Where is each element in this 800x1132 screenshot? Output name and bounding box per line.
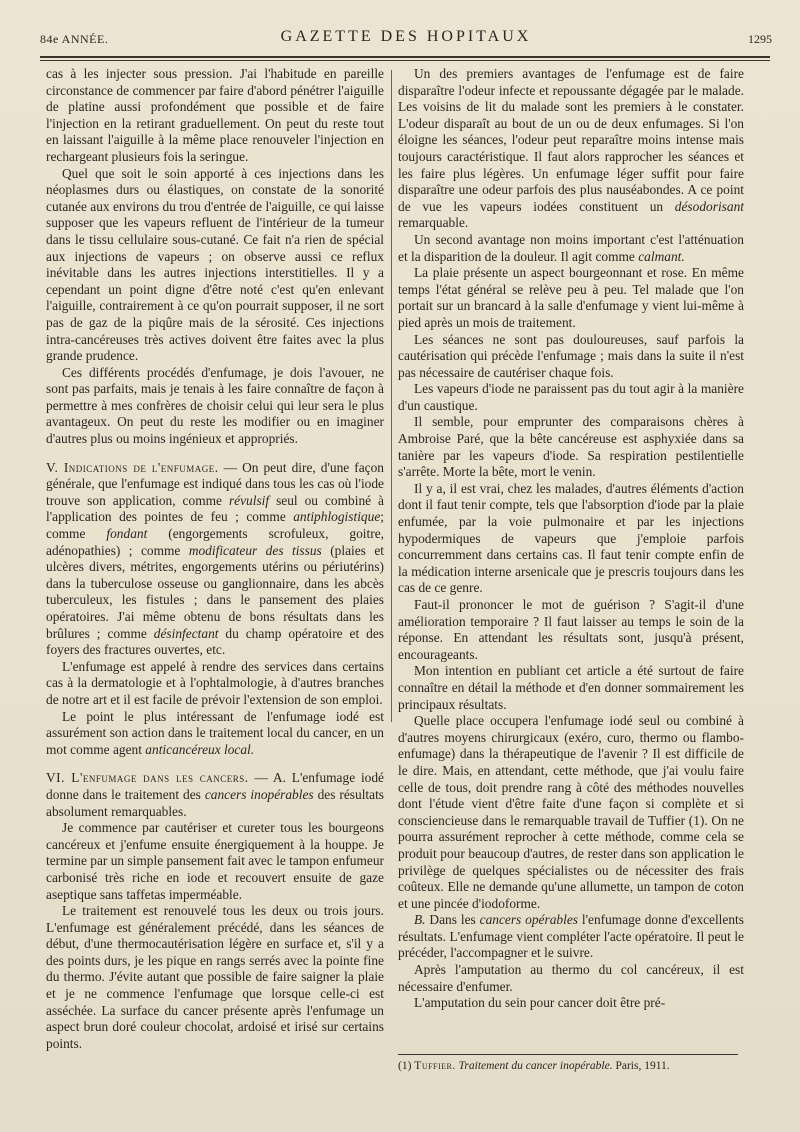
section-v: V. Indications de l'enfumage. — On peut dire, d'une façon générale, que l'enfumage est indiqué dans tous les cas où l'iode trouve son application, comme révulsif seul ou combiné à l'application des pointes de feu ; comme antiphlogistique; comme fondant (engorgements scrofuleux, goitre, adénopathies) ; comme modificateur des tissus (plaies et ulcères divers, métrites, engorgements utérins ou périutérins) dans la tuberculose osseuse ou ganglionnaire, dans les abcès tuberculeux, les fistules ; dans le pansement des plaies opératoires. J'ai même obtenu de bons résultats dans les brûlures ; comme désinfectant du champ opératoire et des foyers des fractures ouvertes, etc. bbox=[46, 459, 384, 658]
paragraph: Faut-il prononcer le mot de guérison ? S'agit-il d'une amélioration temporaire ? Il faut laisser au temps le soin de la réponse. En attendant les résultats sont, jusqu'à présent, encourageants. bbox=[398, 597, 744, 662]
paragraph: Ces différents procédés d'enfumage, je dois l'avouer, ne sont pas parfaits, mais je tenais à les faire connaître de façon à permettre à mes confrères de choisir celui qui leur sera le plus avantageux. On peut du reste les modifier ou en imaginer d'autres plus ou moins ingénieux et appropriés. bbox=[46, 364, 384, 447]
right-column bbox=[398, 66, 744, 1012]
column-divider bbox=[391, 70, 392, 722]
page-number: 1295 bbox=[748, 32, 772, 46]
section-heading: V. Indications de l'enfumage. bbox=[46, 459, 219, 475]
footnote: (1) Tuffier. Traitement du cancer inopérable. Paris, 1911. bbox=[398, 1060, 670, 1072]
paragraph: Les séances ne sont pas douloureuses, sauf parfois la cautérisation qui précède l'enfumage ; mais dans la suite il n'est pas nécessaire de cautériser chaque fois. bbox=[398, 331, 744, 380]
paragraph: Le traitement est renouvelé tous les deux ou trois jours. L'enfumage est généralement précédé, dans les séances de début, d'une thermocautérisation légère en surface et, s'il y a des points durs, je les pique en rangs serrés avec la pointe fine du thermo. J'évite autant que possible de faire saigner la plaie et je ne commence l'enfumage que lorsque celle-ci est asséchée. La surface du cancer présente après l'enfumage un aspect brun doré couleur chocolat, ardoisé et irisé sur certains points. bbox=[46, 903, 384, 1051]
paragraph: Les vapeurs d'iode ne paraissent pas du tout agir à la manière d'un caustique. bbox=[398, 381, 744, 413]
header-rule-thin bbox=[40, 60, 770, 61]
paragraph: La plaie présente un aspect bourgeonnant et rose. En même temps l'état général se relève peu à peu. Tel malade que l'on portait sur un brancard à la salle d'enfumage y vient lui-même à pied après un mois de traitement. bbox=[398, 265, 744, 330]
paragraph: Je commence par cautériser et cureter tous les bourgeons cancéreux et j'enfume ensuite énergiquement à la houppe. Je termine par un simple pansement fait avec le tampon enfumeur carbonisé très riche en iode et recouvert ensuite de gaze aseptique sans taffetas imperméable. bbox=[46, 820, 384, 902]
left-column bbox=[46, 66, 384, 1052]
paragraph: Il y a, il est vrai, chez les malades, d'autres éléments d'action dont il faut tenir compte, tels que l'absorption d'iode par la plaie enfumée, par la voie pulmonaire et par les injections hypodermiques de vapeurs que j'emploie parfois concurremment dans certains cas. Il faut tenir compte enfin de la médication interne arsenicale que je prescris toujours dans les cas de ce genre. bbox=[398, 480, 744, 596]
paragraph: Quelle place occupera l'enfumage iodé seul ou combiné à d'autres moyens chirurgicaux (exéro, curo, thermo ou flambo-enfumage) dans la thérapeutique de l'avenir ? Il est difficile de le dire. Mais, en attendant, cette méthode, que j'ai voulu faire celle de tous, doit prendre rang à côté des méthodes nouvelles dont l'étude vient d'être faite d'une façon si complète et si consciencieuse dans le remarquable travail de Tuffier (1). On ne pourra assurément reprocher à cette méthode, comme cela se produit pour beaucoup d'autres, de rester dans son application le privilège de quelques spécialistes ou de nécessiter des frais coûteux. Elle ne demande qu'une allumette, un tampon de coton et une pincée d'iodoforme. bbox=[398, 713, 744, 911]
paragraph: Le point le plus intéressant de l'enfumage iodé est assurément son action dans le traitement local du cancer, en un mot comme agent anticancéreux local. bbox=[46, 708, 384, 757]
volume-year: 84e ANNÉE. bbox=[40, 32, 109, 46]
running-header bbox=[40, 28, 772, 50]
paragraph: L'amputation du sein pour cancer doit être pré- bbox=[414, 995, 666, 1011]
paragraph: Un des premiers avantages de l'enfumage est de faire disparaître l'odeur infecte et repoussante dégagée par le malade. Les voisins de lit du malade sont les premiers à le constater. L'odeur disparaît au bout de un ou de deux enfumages. Si l'on éloigne les séances, l'odeur peut reparaître moins intense mais toujours caractéristique. Il faut alors rapprocher les séances et les faire plus légères. Un enfumage léger suffit pour faire disparaître une odeur parfois des plus nauséabondes. A ce point de vue les vapeurs iodées constituent un désodorisant remarquable. bbox=[398, 66, 744, 231]
footnote-rule bbox=[398, 1054, 738, 1055]
journal-title: GAZETTE DES HOPITAUX bbox=[280, 28, 532, 45]
paragraph: B. Dans les cancers opérables l'enfumage donne d'excellents résultats. L'enfumage vient compléter l'acte opératoire. Il peut le précéder, l'accompagner et le suivre. bbox=[398, 912, 744, 961]
header-rule bbox=[40, 56, 770, 58]
paragraph: Mon intention en publiant cet article a été surtout de faire connaître en détail la méthode et d'en donner sommairement les principaux résultats. bbox=[398, 663, 744, 712]
paragraph: Il semble, pour emprunter des comparaisons chères à Ambroise Paré, que la bête cancéreuse est asphyxiée dans sa tanière par les vapeurs d'iode. Sa respiration pestilentielle s'arrête. Morte la bête, mort le venin. bbox=[398, 414, 744, 480]
paragraph: Un second avantage non moins important c'est l'atténuation et la disparition de la douleur. Il agit comme calmant. bbox=[398, 231, 744, 264]
paragraph: cas à les injecter sous pression. J'ai l'habitude en pareille circonstance de commencer par faire d'abord pénétrer l'aiguille de platine aussi profondément que possible et de faire l'injection en la retirant graduellement. On peut du reste tout en laissant l'aiguille à la même place renouveler l'injection en rechargeant plusieurs fois la seringue. bbox=[46, 66, 384, 164]
section-vi: VI. L'enfumage dans les cancers. — A. L'enfumage iodé donne dans le traitement des cancers inopérables des résultats absolument remarquables. bbox=[46, 770, 385, 819]
paragraph: L'enfumage est appelé à rendre des services dans certains cas à la dermatologie et à l'ophtalmologie, à d'autres branches de notre art et il est facile de prévoir l'extension de son emploi. bbox=[46, 658, 384, 707]
paragraph: Quel que soit le soin apporté à ces injections dans les néoplasmes durs ou élastiques, on constate de la sonorité cutanée aux environs du trou d'entrée de l'aiguille, ce qui laisse supposer que les vapeurs refluent de l'intérieur de la tumeur dans le tissu cellulaire sous-cutané. Ce fait n'a rien de spécial aux injections de vapeurs ; on observe aussi ce reflux inévitable dans les autres injections interstitielles. Il y a cependant un point digne d'être noté c'est qu'en enlevant l'aiguille, contrairement à ce qu'on pourrait supposer, il ne sort pas de gaz de la piqûre mais de la sérosité. Ces injections intra-cancéreuses très actives doivent être faites avec la plus grande prudence. bbox=[46, 165, 384, 364]
section-heading: VI. L'enfumage dans les cancers. bbox=[46, 770, 249, 786]
paragraph: Après l'amputation au thermo du col cancéreux, il est nécessaire d'enfumer. bbox=[398, 962, 744, 994]
